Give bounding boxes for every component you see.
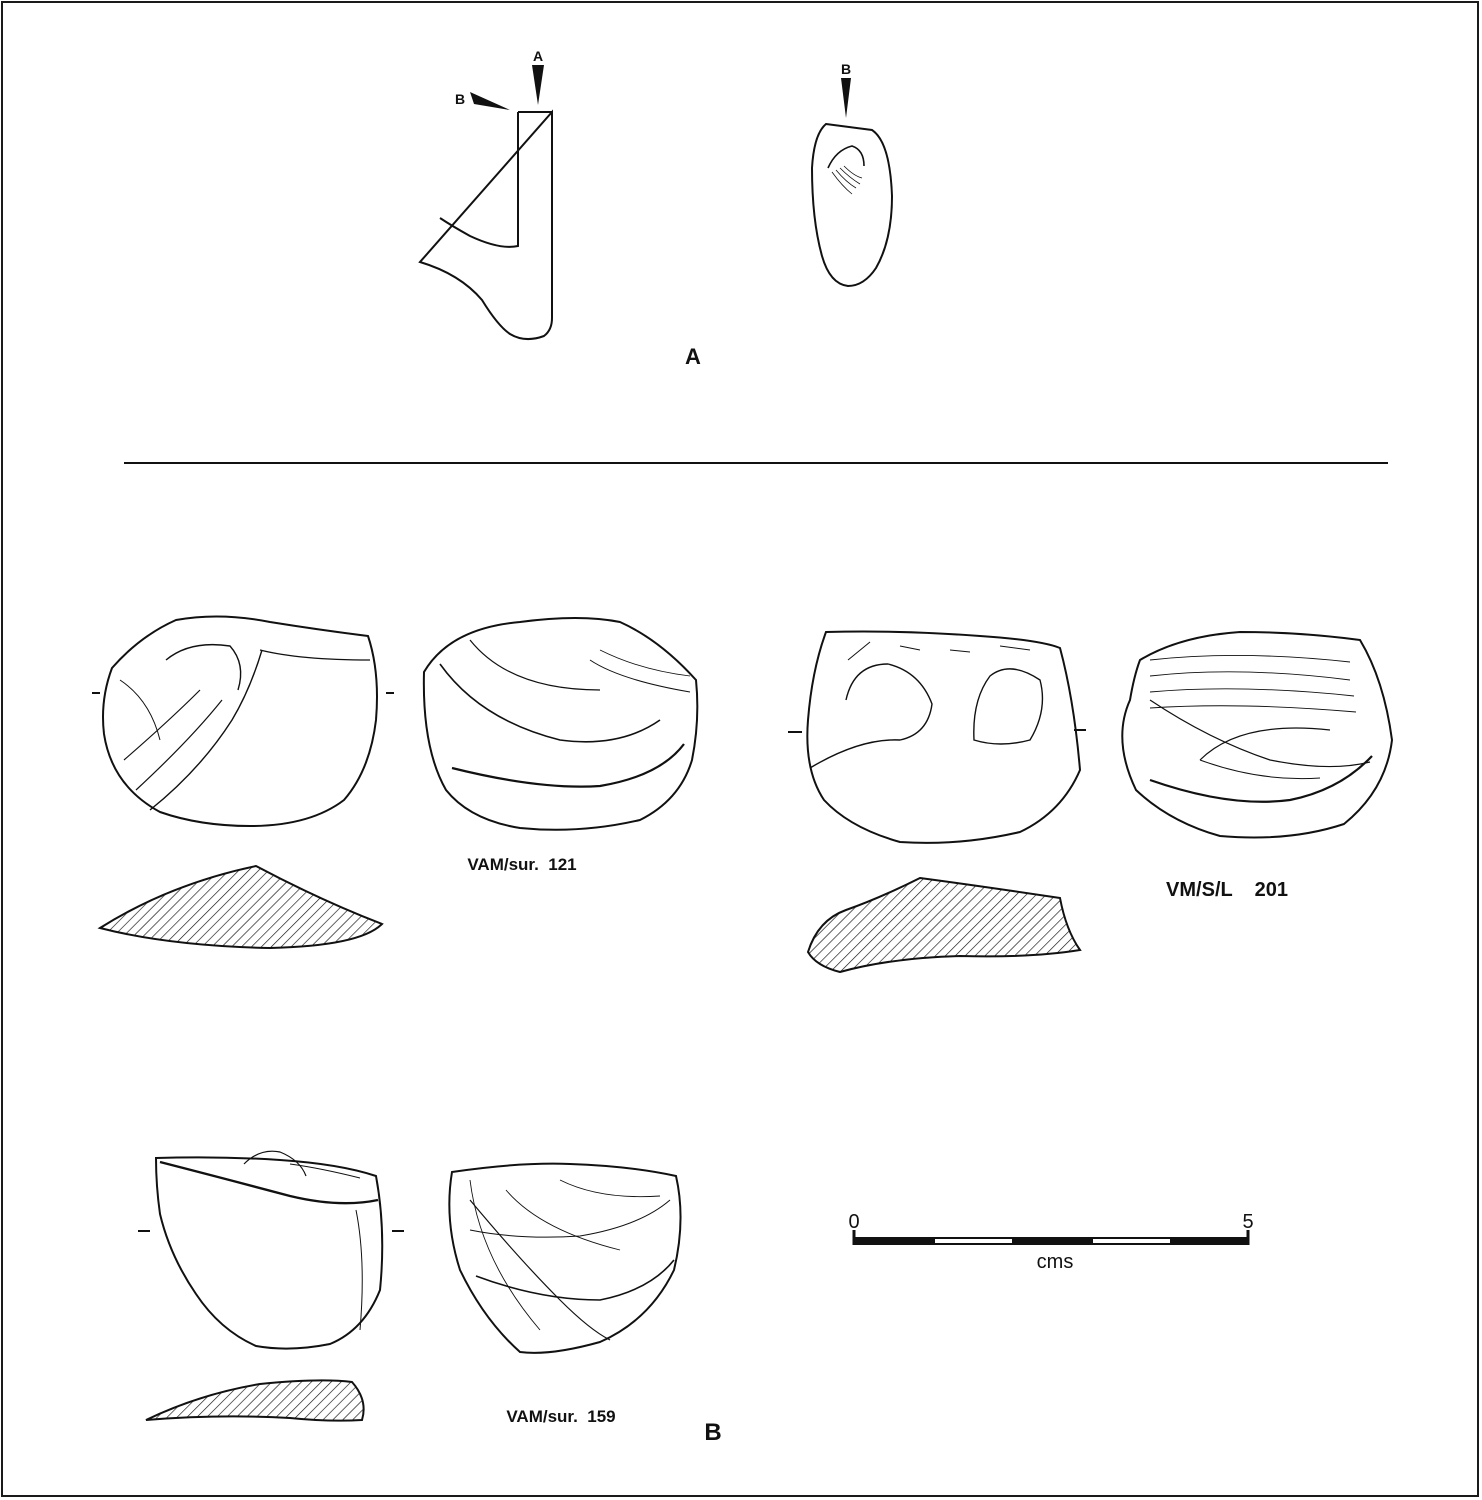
specimen-201-id: VM/S/L 201 xyxy=(1166,879,1288,901)
arrow-b-label: B xyxy=(454,91,466,107)
panel-a xyxy=(420,48,892,369)
specimen-201-cross-section xyxy=(808,878,1080,972)
arrow-a-icon xyxy=(532,65,544,105)
specimen-159-dorsal-view xyxy=(156,1151,382,1348)
arrow-b-icon xyxy=(470,92,510,110)
specimen-121-cross-section xyxy=(100,866,382,948)
arrow-a-label: A xyxy=(532,48,544,64)
specimen-159-ventral-view xyxy=(449,1164,680,1353)
specimen-121-dorsal-view xyxy=(103,616,377,826)
blade-bit-front-view xyxy=(812,124,892,286)
specimen-159-id: VAM/sur. 159 xyxy=(506,1407,616,1426)
scale-bar xyxy=(853,1230,1249,1245)
specimen-121-ventral-view xyxy=(424,618,697,830)
specimen-201-dorsal-view xyxy=(807,632,1080,843)
specimen-201-ventral-view xyxy=(1122,632,1392,838)
specimen-121-id: VAM/sur. 121 xyxy=(467,855,577,874)
scale-unit-label: cms xyxy=(1036,1251,1074,1273)
panel-b xyxy=(92,616,1392,1446)
scale-start-label: 0 xyxy=(848,1211,860,1233)
hafted-tool-side-view xyxy=(420,112,552,339)
panel-b-label: B xyxy=(704,1419,722,1446)
scale-end-label: 5 xyxy=(1242,1211,1254,1233)
arrow-b-right-icon xyxy=(841,78,851,118)
arrow-b-right-label: B xyxy=(840,61,852,77)
specimen-159-cross-section xyxy=(146,1380,364,1420)
panel-a-label: A xyxy=(685,344,701,369)
